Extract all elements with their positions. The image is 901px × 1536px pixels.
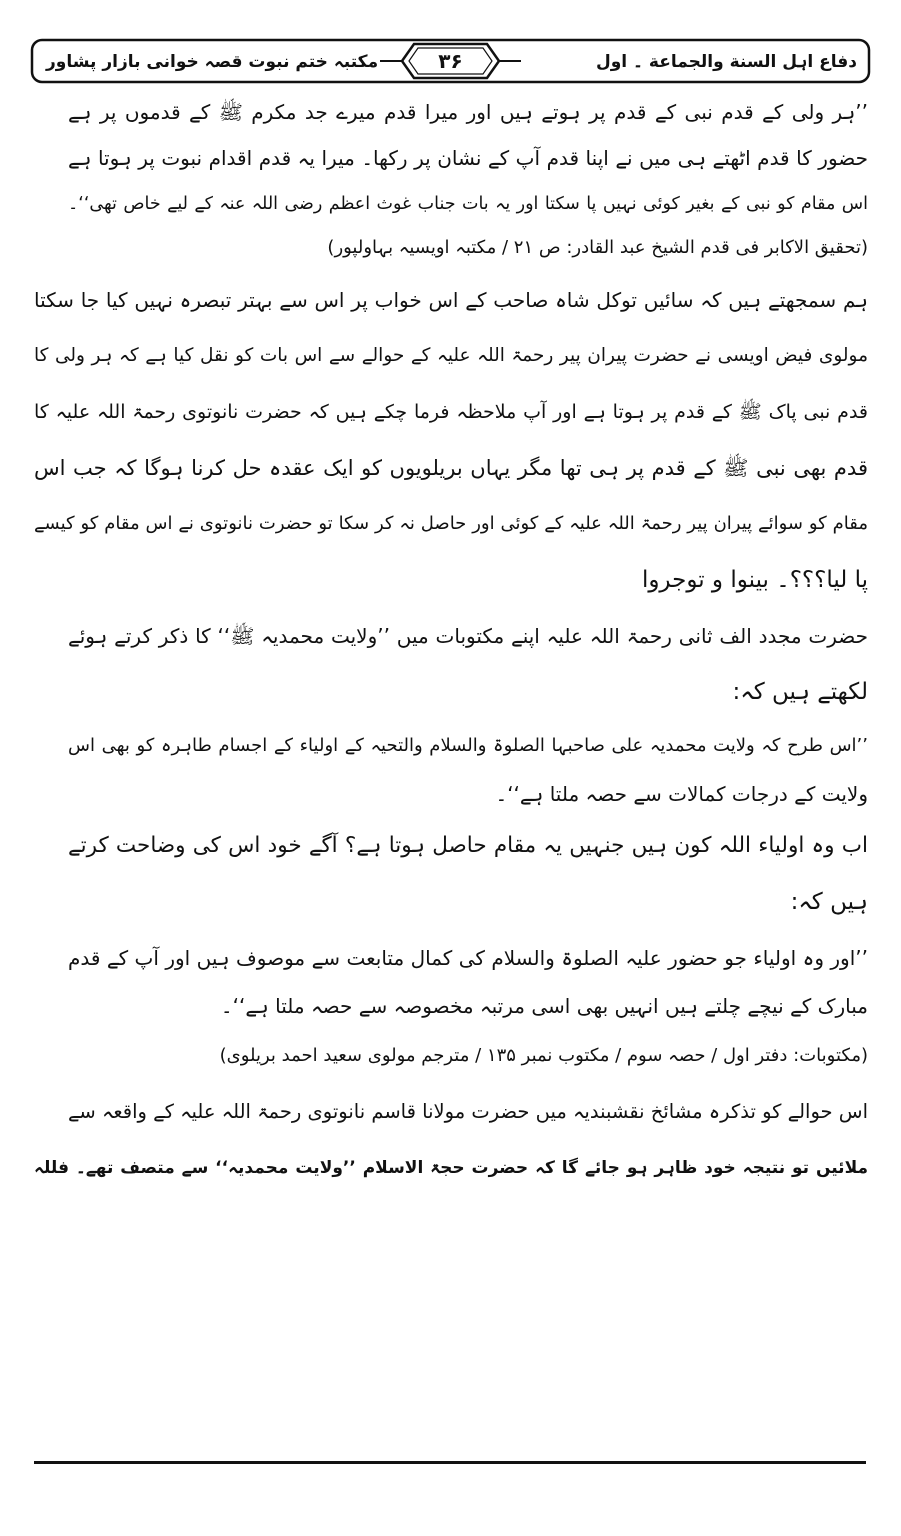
paragraph-line: قدم نبی پاک ﷺ کے قدم پر ہوتا ہے اور آپ ملاحظہ فرما چکے ہیں کہ حضرت نانوتوی رحمۃ اللہ علیہ کا — [34, 401, 868, 423]
paragraph-line: پا لیا؟؟؟۔ بینوا و توجروا — [641, 567, 868, 593]
quote-line: ولایت کے درجات کمالات سے حصہ ملتا ہے‘‘۔ — [495, 782, 868, 806]
quote-line: حضور کا قدم اٹھتے ہی میں نے اپنا قدم آپ کے نشان پر رکھا۔ میرا یہ قدم اقدام نبوت پر ہوتا ہے — [68, 146, 868, 170]
quote-line: ’’اس طرح کہ ولایت محمدیہ علی صاحبہا الصلوۃ والسلام والتحیہ کے اولیاء کے اجسام طاہرہ کو بھی اس — [68, 735, 868, 756]
publisher-name: مکتبہ ختم نبوت قصہ خوانی بازار پشاور — [46, 52, 379, 72]
paragraph-line: مولوی فیض اویسی نے حضرت پیران پیر رحمۃ اللہ علیہ کے حوالے سے اس بات کو نقل کیا ہے کہ ہر ولی کا — [34, 345, 868, 366]
reference-citation: (تحقیق الاکابر فی قدم الشیخ عبد القادر: ص ۲۱ / مکتبہ اویسیہ بہاولپور) — [327, 237, 868, 258]
quote-line: ’’ہر ولی کے قدم نبی کے قدم پر ہوتے ہیں اور میرا قدم میرے جد مکرم ﷺ کے قدموں پر ہے — [68, 100, 868, 124]
paragraph-line: اب وہ اولیاء اللہ کون ہیں جنہیں یہ مقام حاصل ہوتا ہے؟ آگے خود اس کی وضاحت کرتے — [68, 833, 868, 858]
paragraph-line: اس حوالے کو تذکرہ مشائخ نقشبندیہ میں حضرت مولانا قاسم نانوتوی رحمۃ اللہ علیہ کے واقعہ سے — [68, 1100, 868, 1123]
paragraph-line: لکھتے ہیں کہ: — [732, 679, 868, 705]
paragraph-line: حضرت مجدد الف ثانی رحمۃ اللہ علیہ اپنے مکتوبات میں ’’ولایت محمدیہ ﷺ‘‘ کا ذکر کرتے ہوئے — [68, 624, 868, 648]
book-title: دفاع اہل السنة والجماعة ۔ اول — [595, 52, 857, 72]
quote-line: اس مقام کو نبی کے بغیر کوئی نہیں پا سکتا اور یہ بات جناب غوث اعظم رضی اللہ عنہ کے لیے خاص تھی‘‘۔ — [68, 194, 868, 214]
quote-line: ’’اور وہ اولیاء جو حضور علیہ الصلوۃ والسلام کی کمال متابعت سے موصوف ہیں اور آپ کے قدم — [68, 946, 868, 970]
footer-rule — [34, 1461, 866, 1464]
paragraph-line: مقام کو سوائے پیران پیر رحمۃ اللہ علیہ کے کوئی اور حاصل نہ کر سکا تو حضرت نانوتوی نے اس مقام کو کیسے — [34, 513, 868, 534]
page-header — [30, 36, 871, 86]
paragraph-line: ہم سمجھتے ہیں کہ سائیں توکل شاہ صاحب کے اس خواب پر اس سے بہتر تبصرہ نہیں کیا جا سکتا — [34, 288, 868, 312]
reference-citation: (مکتوبات: دفتر اول / حصہ سوم / مکتوب نمبر ۱۳۵ / مترجم مولوی سعید احمد بریلوی) — [219, 1045, 868, 1066]
paragraph-line: قدم بھی نبی ﷺ کے قدم پر ہی تھا مگر یہاں بریلویوں کو ایک عقدہ حل کرنا ہوگا کہ جب اس — [34, 456, 868, 480]
paragraph-line: ملائیں تو نتیجہ خود ظاہر ہو جائے گا کہ حضرت حجۃ الاسلام ’’ولایت محمدیہ‘‘ سے متصف تھے۔ فللہ — [34, 1158, 868, 1178]
paragraph-line: ہیں کہ: — [790, 889, 868, 915]
page-number: ۳۶ — [438, 49, 463, 73]
quote-line: مبارک کے نیچے چلتے ہیں انہیں بھی اسی مرتبہ مخصوصہ سے حصہ ملتا ہے‘‘۔ — [220, 994, 868, 1018]
